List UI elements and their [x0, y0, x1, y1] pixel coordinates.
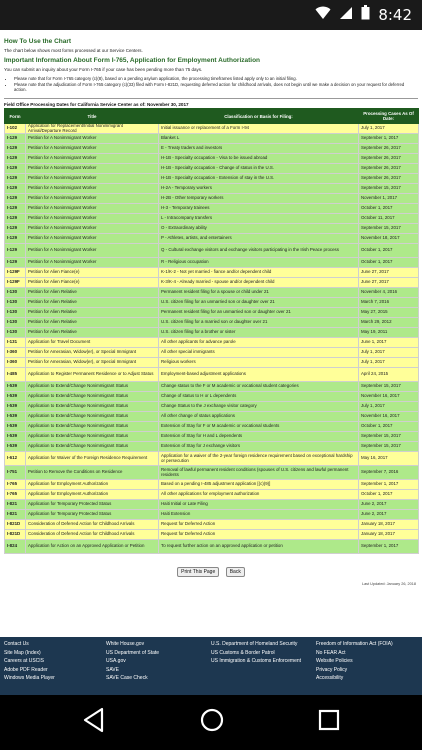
- date-cell: September 15, 2017: [359, 224, 419, 234]
- footer-col-2: [106, 640, 159, 683]
- basis-cell: Initial issuance or replacement of a Form I-94: [159, 124, 359, 134]
- date-cell: May 16, 2017: [359, 452, 419, 466]
- table-header-row: [5, 109, 419, 124]
- title-cell: Application for Waiver of the Foreign Residence Requirement: [26, 452, 159, 466]
- date-cell: March 29, 2012: [359, 318, 419, 328]
- title-cell: Application for Replacement/Initial Nonimmigrant Arrival/Departure Record: [26, 124, 159, 134]
- form-cell: I-130: [5, 298, 26, 308]
- table-row: [5, 194, 419, 204]
- title-cell: Petition for A Nonimmigrant Worker: [26, 234, 159, 244]
- basis-cell: Haiti Initial or Late Filing: [159, 500, 359, 510]
- form-cell: I-751: [5, 466, 26, 480]
- basis-cell: Religious workers: [159, 358, 359, 368]
- title-cell: Application for Employment Authorization: [26, 490, 159, 500]
- table-row: [5, 268, 419, 278]
- footer-link[interactable]: SAVE Case Check: [106, 675, 148, 681]
- form-cell: I-360: [5, 358, 26, 368]
- footer-link[interactable]: White House.gov: [106, 641, 145, 647]
- basis-cell: Extension of Stay for H and L dependents: [159, 432, 359, 442]
- title-cell: Petition for A Nonimmigrant Worker: [26, 164, 159, 174]
- basis-cell: Extension of Stay for J exchange visitors: [159, 442, 359, 452]
- form-cell: I-821D: [5, 530, 26, 540]
- title-cell: Petition for A Nonimmigrant Worker: [26, 194, 159, 204]
- important-heading: Important Information About Form I-765, Application for Employment Authorization: [4, 57, 261, 64]
- battery-icon: [361, 5, 370, 25]
- table-row: [5, 338, 419, 348]
- footer-link[interactable]: US Department of State: [106, 649, 160, 656]
- date-cell: November 1, 2017: [359, 194, 419, 204]
- last-updated: Last Updated: January 26, 2018: [361, 582, 416, 587]
- title-cell: Petition to Remove the Conditions on Residence: [26, 466, 159, 480]
- form-cell: I-539: [5, 412, 26, 422]
- table-row: [5, 510, 419, 520]
- basis-cell: H-2A - Temporary workers: [159, 184, 359, 194]
- date-cell: October 1, 2017: [359, 258, 419, 268]
- header-form: Form: [5, 109, 26, 124]
- date-cell: June 2, 2017: [359, 510, 419, 520]
- title-cell: Petition for Amerasian, Widow(er), or Special Immigrant: [26, 358, 159, 368]
- title-cell: Application to Extend/Change Nonimmigrant Status: [26, 432, 159, 442]
- date-cell: October 1, 2017: [359, 204, 419, 214]
- table-row: [5, 500, 419, 510]
- form-cell: I-129: [5, 204, 26, 214]
- table-row: [5, 134, 419, 144]
- date-cell: April 24, 2015: [359, 368, 419, 382]
- date-cell: September 26, 2017: [359, 164, 419, 174]
- footer-link[interactable]: Accessibility: [316, 675, 344, 681]
- form-cell: I-131: [5, 338, 26, 348]
- table-title: Field Office Processing Dates for California Service Center as of: November 30, 2017: [4, 102, 189, 107]
- web-page[interactable]: [0, 30, 422, 637]
- basis-cell: H-1B - Specialty occupation - Extension of stay in the U.S.: [159, 174, 359, 184]
- title-cell: Petition for A Nonimmigrant Worker: [26, 214, 159, 224]
- table-row: [5, 164, 419, 174]
- table-row: [5, 382, 419, 392]
- table-row: [5, 530, 419, 540]
- basis-cell: Permanent resident filing for an unmarried son or daughter over 21: [159, 308, 359, 318]
- form-cell: I-821: [5, 500, 26, 510]
- table-row: [5, 328, 419, 338]
- form-cell: I-129F: [5, 278, 26, 288]
- title-cell: Petition for A Nonimmigrant Worker: [26, 184, 159, 194]
- form-cell: I-360: [5, 348, 26, 358]
- signal-icon: [339, 6, 353, 25]
- form-cell: I-539: [5, 422, 26, 432]
- print-button[interactable]: Print This Page: [177, 567, 219, 577]
- table-row: [5, 258, 419, 268]
- date-cell: November 4, 2016: [359, 288, 419, 298]
- form-cell: I-612: [5, 452, 26, 466]
- table-row: [5, 402, 419, 412]
- basis-cell: K-3/K-4 - Already married - spouse and/or dependent child: [159, 278, 359, 288]
- title-cell: Petition for A Nonimmigrant Worker: [26, 244, 159, 258]
- wifi-icon: [315, 6, 331, 25]
- basis-cell: K-1/K-2 - Not yet married - fiance and/or dependent child: [159, 268, 359, 278]
- back-nav-icon[interactable]: [82, 707, 106, 738]
- important-text: You can submit an inquiry about your Form I-765 if your case has been pending more than 75 days.: [4, 67, 203, 72]
- form-cell: I-130: [5, 308, 26, 318]
- title-cell: Application for Travel Document: [26, 338, 159, 348]
- form-cell: I-129: [5, 164, 26, 174]
- basis-cell: All other special immigrants: [159, 348, 359, 358]
- basis-cell: Permanent resident filing for a spouse or child under 21: [159, 288, 359, 298]
- form-cell: I-129: [5, 234, 26, 244]
- basis-cell: O - Extraordinary ability: [159, 224, 359, 234]
- title-cell: Application to Extend/Change Nonimmigrant Status: [26, 392, 159, 402]
- header-basis: Classification or Basis for Filing:: [159, 109, 359, 124]
- footer-col-4: [316, 640, 393, 683]
- footer-link[interactable]: Site Map (Index): [4, 649, 41, 656]
- status-bar: [0, 0, 422, 30]
- recents-nav-icon[interactable]: [317, 707, 341, 738]
- footer-link[interactable]: Careers at USCIS: [4, 658, 45, 664]
- basis-cell: Change of status to H or L dependents: [159, 392, 359, 402]
- title-cell: Petition for A Nonimmigrant Worker: [26, 134, 159, 144]
- form-cell: I-129: [5, 214, 26, 224]
- table-row: [5, 412, 419, 422]
- table-row: [5, 358, 419, 368]
- title-cell: Application to Extend/Change Nonimmigrant Status: [26, 382, 159, 392]
- footer-link[interactable]: US Immigration & Customs Enforcement: [211, 658, 302, 664]
- form-cell: I-539: [5, 402, 26, 412]
- footer-col-3: [211, 640, 301, 666]
- table-row: [5, 124, 419, 134]
- basis-cell: All other applications for employment authorization: [159, 490, 359, 500]
- basis-cell: U.S. citizen filing for a married son or daughter over 21: [159, 318, 359, 328]
- title-cell: Consideration of Deferred Action for Childhood Arrivals: [26, 520, 159, 530]
- footer-link[interactable]: Website Policies: [316, 658, 353, 664]
- basis-cell: H-3 - Temporary trainees: [159, 204, 359, 214]
- title-cell: Application to Extend/Change Nonimmigrant Status: [26, 412, 159, 422]
- date-cell: January 18, 2017: [359, 530, 419, 540]
- title-cell: Application for Temporary Protected Status: [26, 510, 159, 520]
- table-row: [5, 432, 419, 442]
- title-cell: Petition for Alien Fiance(e): [26, 268, 159, 278]
- title-cell: Petition for Alien Relative: [26, 308, 159, 318]
- date-cell: September 1, 2017: [359, 540, 419, 554]
- title-cell: Application to Extend/Change Nonimmigrant Status: [26, 402, 159, 412]
- header-title: Title: [26, 109, 159, 124]
- form-cell: I-129: [5, 144, 26, 154]
- date-cell: November 18, 2017: [359, 234, 419, 244]
- date-cell: September 26, 2017: [359, 144, 419, 154]
- footer-link[interactable]: Privacy Policy: [316, 666, 348, 673]
- title-cell: Application for Action on an Approved Application or Petition: [26, 540, 159, 554]
- date-cell: September 15, 2017: [359, 432, 419, 442]
- title-cell: Application for Temporary Protected Status: [26, 500, 159, 510]
- title-cell: Petition for A Nonimmigrant Worker: [26, 144, 159, 154]
- date-cell: July 1, 2017: [359, 358, 419, 368]
- note-item: • Please note that for Form I-765 category (c)(8), based on a pending asylum application, the processing timeframes listed apply only to an initial filing.: [14, 76, 418, 81]
- table-row: [5, 204, 419, 214]
- form-cell: I-129: [5, 224, 26, 234]
- basis-cell: Haiti Extension: [159, 510, 359, 520]
- date-cell: June 1, 2017: [359, 338, 419, 348]
- form-cell: I-129: [5, 134, 26, 144]
- basis-cell: Extension of Stay for F or M academic or vocational students: [159, 422, 359, 432]
- basis-cell: Q - Cultural exchange visitors and exchange visitors participating in the Irish Peace process: [159, 244, 359, 258]
- footer-link[interactable]: Freedom of Information Act (FOIA): [316, 641, 393, 647]
- table-row: [5, 392, 419, 402]
- form-cell: I-539: [5, 382, 26, 392]
- date-cell: September 15, 2017: [359, 184, 419, 194]
- basis-cell: Change Status to the J exchange visitor category: [159, 402, 359, 412]
- date-cell: July 1, 2017: [359, 402, 419, 412]
- form-cell: I-129: [5, 258, 26, 268]
- date-cell: July 1, 2017: [359, 124, 419, 134]
- header-date: Processing Cases As Of Date:: [359, 109, 419, 124]
- title-cell: Consideration of Deferred Action for Childhood Arrivals: [26, 530, 159, 540]
- title-cell: Petition for A Nonimmigrant Worker: [26, 174, 159, 184]
- divider: [4, 98, 418, 99]
- title-cell: Application to Register Permanent Residence or to Adjust Status: [26, 368, 159, 382]
- date-cell: October 1, 2017: [359, 490, 419, 500]
- basis-cell: Request for Deferred Action: [159, 530, 359, 540]
- basis-cell: H-2B - Other temporary workers: [159, 194, 359, 204]
- table-row: [5, 234, 419, 244]
- table-row: [5, 452, 419, 466]
- button-row: [4, 560, 418, 578]
- site-footer: [0, 637, 422, 695]
- title-cell: Petition for Alien Relative: [26, 318, 159, 328]
- notes-list: [4, 76, 418, 92]
- basis-cell: Removal of lawful permanent resident conditions (spouses of U.S. citizens and lawful permanent residents: [159, 466, 359, 480]
- date-cell: October 11, 2017: [359, 214, 419, 224]
- form-cell: I-821: [5, 510, 26, 520]
- form-cell: I-539: [5, 432, 26, 442]
- table-row: [5, 224, 419, 234]
- title-cell: Application to Extend/Change Nonimmigrant Status: [26, 442, 159, 452]
- form-cell: I-765: [5, 480, 26, 490]
- date-cell: June 27, 2017: [359, 278, 419, 288]
- basis-cell: All other applicants for advance parole: [159, 338, 359, 348]
- clock: 8:42: [378, 6, 412, 24]
- date-cell: July 1, 2017: [359, 348, 419, 358]
- table-row: [5, 348, 419, 358]
- intro-text: The chart below shows most forms processed at our Service Centers.: [4, 48, 143, 53]
- date-cell: June 2, 2017: [359, 500, 419, 510]
- android-nav-bar: [0, 695, 422, 750]
- form-cell: I-102: [5, 124, 26, 134]
- table-row: [5, 422, 419, 432]
- footer-link[interactable]: Adobe PDF Reader: [4, 666, 48, 673]
- date-cell: September 7, 2016: [359, 466, 419, 480]
- form-cell: I-824: [5, 540, 26, 554]
- date-cell: June 27, 2017: [359, 268, 419, 278]
- date-cell: May 19, 2011: [359, 328, 419, 338]
- form-cell: I-130: [5, 328, 26, 338]
- table-body: [5, 124, 419, 554]
- form-cell: I-129: [5, 194, 26, 204]
- form-cell: I-821D: [5, 520, 26, 530]
- table-row: [5, 298, 419, 308]
- footer-link[interactable]: No FEAR Act: [316, 649, 346, 656]
- title-cell: Petition for A Nonimmigrant Worker: [26, 258, 159, 268]
- basis-cell: R - Religious occupation: [159, 258, 359, 268]
- table-row: [5, 244, 419, 258]
- basis-cell: All other change of status applications: [159, 412, 359, 422]
- basis-cell: Change status to the F or M academic or vocational student categories: [159, 382, 359, 392]
- how-to-heading: How To Use the Chart: [4, 38, 72, 45]
- footer-link[interactable]: Windows Media Player: [4, 675, 55, 681]
- footer-link[interactable]: Contact Us: [4, 641, 29, 647]
- table-row: [5, 154, 419, 164]
- date-cell: October 1, 2017: [359, 422, 419, 432]
- basis-cell: P - Athletes, artists, and entertainers: [159, 234, 359, 244]
- title-cell: Application for Employment Authorization: [26, 480, 159, 490]
- table-row: [5, 184, 419, 194]
- title-cell: Petition for A Nonimmigrant Worker: [26, 224, 159, 234]
- title-cell: Petition for A Nonimmigrant Worker: [26, 154, 159, 164]
- title-cell: Petition for Alien Fiance(e): [26, 278, 159, 288]
- basis-cell: U.S. citizen filing for an unmarried son or daughter over 21: [159, 298, 359, 308]
- title-cell: Petition for Alien Relative: [26, 328, 159, 338]
- title-cell: Petition for A Nonimmigrant Worker: [26, 204, 159, 214]
- form-cell: I-765: [5, 490, 26, 500]
- processing-table: [4, 108, 419, 554]
- basis-cell: To request further action on an approved application or petition: [159, 540, 359, 554]
- title-cell: Petition for Alien Relative: [26, 288, 159, 298]
- date-cell: September 26, 2017: [359, 154, 419, 164]
- basis-cell: Application for a waiver of the 2-year foreign residence requirement based on exceptional hardship or persecution: [159, 452, 359, 466]
- date-cell: May 27, 2015: [359, 308, 419, 318]
- form-cell: I-129: [5, 154, 26, 164]
- form-cell: I-539: [5, 442, 26, 452]
- form-cell: I-129: [5, 184, 26, 194]
- basis-cell: E - Treaty traders and investors: [159, 144, 359, 154]
- back-button[interactable]: Back: [226, 567, 245, 577]
- date-cell: September 26, 2017: [359, 174, 419, 184]
- form-cell: I-539: [5, 392, 26, 402]
- table-row: [5, 520, 419, 530]
- table-row: [5, 490, 419, 500]
- table-row: [5, 480, 419, 490]
- date-cell: January 18, 2017: [359, 520, 419, 530]
- table-row: [5, 466, 419, 480]
- title-cell: Petition for Alien Relative: [26, 298, 159, 308]
- form-cell: I-129F: [5, 268, 26, 278]
- footer-col-1: [4, 640, 55, 683]
- table-row: [5, 318, 419, 328]
- basis-cell: H-1B - Specialty occupation - Visa to be issued abroad: [159, 154, 359, 164]
- form-cell: I-129: [5, 244, 26, 258]
- table-row: [5, 174, 419, 184]
- home-nav-icon[interactable]: [199, 707, 225, 738]
- form-cell: I-129: [5, 174, 26, 184]
- table-row: [5, 214, 419, 224]
- form-cell: I-130: [5, 318, 26, 328]
- table-row: [5, 442, 419, 452]
- basis-cell: L - Intracompany transfers: [159, 214, 359, 224]
- title-cell: Application to Extend/Change Nonimmigrant Status: [26, 422, 159, 432]
- table-row: [5, 540, 419, 554]
- table-row: [5, 288, 419, 298]
- basis-cell: Request for Deferred Action: [159, 520, 359, 530]
- date-cell: September 15, 2017: [359, 382, 419, 392]
- basis-cell: Blanket L: [159, 134, 359, 144]
- basis-cell: Based on a pending I-485 adjustment application [(c)(9)]: [159, 480, 359, 490]
- table-row: [5, 144, 419, 154]
- date-cell: March 7, 2016: [359, 298, 419, 308]
- table-row: [5, 368, 419, 382]
- date-cell: November 16, 2017: [359, 412, 419, 422]
- date-cell: September 15, 2017: [359, 442, 419, 452]
- footer-link[interactable]: SAVE: [106, 666, 119, 673]
- basis-cell: Employment-based adjustment applications: [159, 368, 359, 382]
- note-item: • Please note that the adjudication of Form I-765 category (c)(33) filed with Form I-821D, requesting deferred action for childhood arrivals, does not begin until we make a decision on your request for deferred action.: [14, 82, 418, 92]
- date-cell: September 1, 2017: [359, 480, 419, 490]
- table-row: [5, 278, 419, 288]
- footer-link[interactable]: USA.gov: [106, 658, 126, 664]
- footer-link[interactable]: U.S. Department of Homeland Security: [211, 641, 298, 647]
- title-cell: Petition for Amerasian, Widow(er), or Special Immigrant: [26, 348, 159, 358]
- form-cell: I-485: [5, 368, 26, 382]
- basis-cell: H-1B - Specialty occupation - Change of status in the U.S.: [159, 164, 359, 174]
- table-row: [5, 308, 419, 318]
- footer-link[interactable]: US Customs & Border Patrol: [211, 649, 275, 656]
- date-cell: November 16, 2017: [359, 392, 419, 402]
- date-cell: September 1, 2017: [359, 134, 419, 144]
- form-cell: I-130: [5, 288, 26, 298]
- basis-cell: U.S. citizen filing for a brother or sister: [159, 328, 359, 338]
- date-cell: October 1, 2017: [359, 244, 419, 258]
